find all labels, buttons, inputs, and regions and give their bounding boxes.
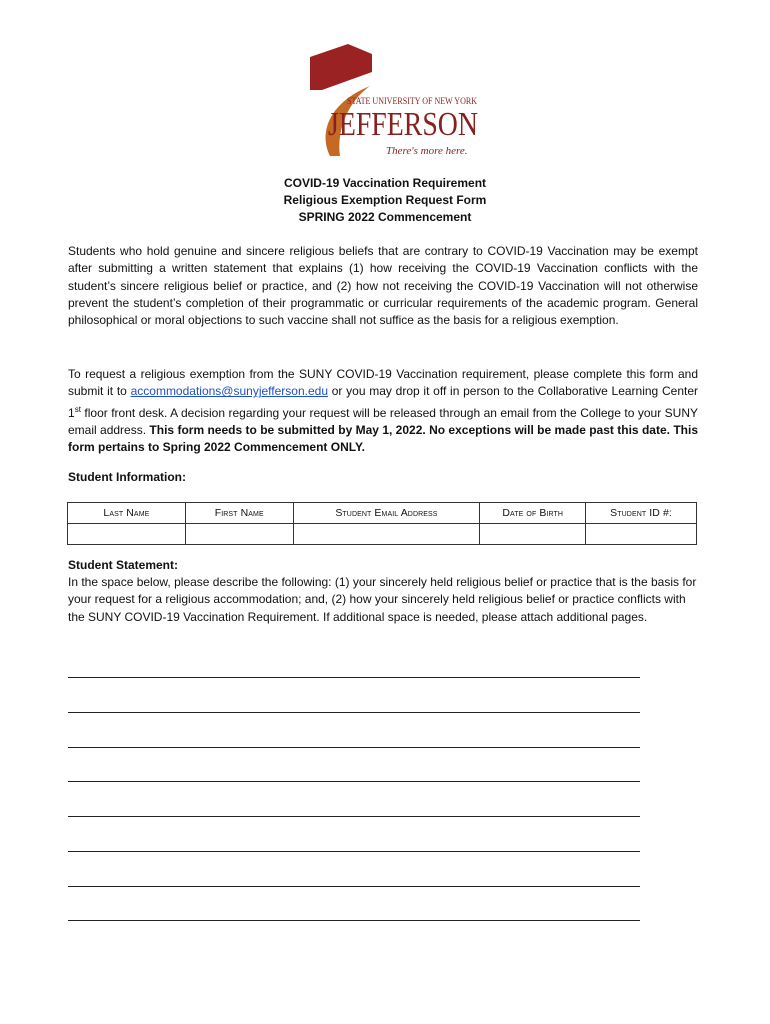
title-line-3: SPRING 2022 Commencement	[298, 210, 472, 224]
statement-line[interactable]	[68, 677, 640, 678]
logo-line2: JEFFERSON	[328, 106, 478, 143]
instructions-superscript: st	[74, 404, 81, 414]
student-info-label: Student Information:	[68, 470, 186, 484]
logo-tagline: There's more here.	[386, 145, 468, 157]
first-name-field[interactable]	[185, 524, 293, 545]
table-header-row	[68, 503, 697, 524]
accommodations-email-link[interactable]: accommodations@sunyjefferson.edu	[130, 384, 328, 399]
title-line-2: Religious Exemption Request Form	[283, 193, 487, 207]
student-email-field[interactable]	[293, 524, 480, 545]
statement-line[interactable]	[68, 781, 640, 782]
student-statement-label: Student Statement:	[68, 558, 179, 572]
statement-instructions: In the space below, please describe the following: (1) your sincerely held religious belief or practice that is the basis for your request for a religious accommodation; and, (2) how your sincerely held religious belief or practice conflicts with the SUNY COVID-19 Vaccination Requirement. If additional space is needed, please attach additional pages.	[68, 575, 697, 624]
student-id-field[interactable]	[586, 524, 697, 545]
suny-jefferson-logo	[300, 40, 490, 162]
instructions-text-3: floor front desk. A decision regarding your request will be released through an email from the College to your SUNY email address.	[68, 405, 698, 437]
statement-line[interactable]	[68, 712, 640, 713]
statement-line[interactable]	[68, 920, 640, 921]
intro-paragraph: Students who hold genuine and sincere religious beliefs that are contrary to COVID-19 Vaccination may be exempt after submitting a written statement that explains (1) how receiving the COVID-19 Vaccination conflicts with the student’s sincere religious belief or practice, and (2) how not receiving the COVID-19 Vaccination will not otherwise prevent the student’s completion of their programmatic or curricular requirements of the academic program. General philosophical or moral objections to such vaccine shall not suffice as the basis for a religious exemption.	[68, 244, 698, 328]
student-email-header: Student Email Address	[293, 503, 480, 524]
date-of-birth-header: Date of Birth	[480, 503, 586, 524]
instructions-text-2: or you may drop it off in person to the Collaborative Learning Center 1	[68, 384, 698, 420]
logo-line1: STATE UNIVERSITY OF NEW YORK	[347, 97, 478, 107]
form-title	[0, 175, 770, 226]
table-row	[68, 524, 697, 545]
student-info-table	[67, 502, 697, 545]
statement-line[interactable]	[68, 886, 640, 887]
instructions-text-1: To request a religious exemption from the SUNY COVID-19 Vaccination requirement, please complete this form and submit it to	[68, 367, 698, 399]
first-name-header: First Name	[185, 503, 293, 524]
date-of-birth-field[interactable]	[480, 524, 586, 545]
logo-roof-icon	[310, 44, 372, 90]
title-line-1: COVID-19 Vaccination Requirement	[283, 176, 487, 190]
instructions-paragraph	[68, 366, 698, 456]
statement-line[interactable]	[68, 747, 640, 748]
statement-line[interactable]	[68, 851, 640, 852]
statement-line[interactable]	[68, 816, 640, 817]
last-name-header: Last Name	[68, 503, 186, 524]
student-id-header: Student ID #:	[586, 503, 697, 524]
last-name-field[interactable]	[68, 524, 186, 545]
deadline-notice: This form needs to be submitted by May 1, 2022. No exceptions will be made past this date. This form pertains to Spring 2022 Commencement ONLY.	[68, 422, 698, 455]
